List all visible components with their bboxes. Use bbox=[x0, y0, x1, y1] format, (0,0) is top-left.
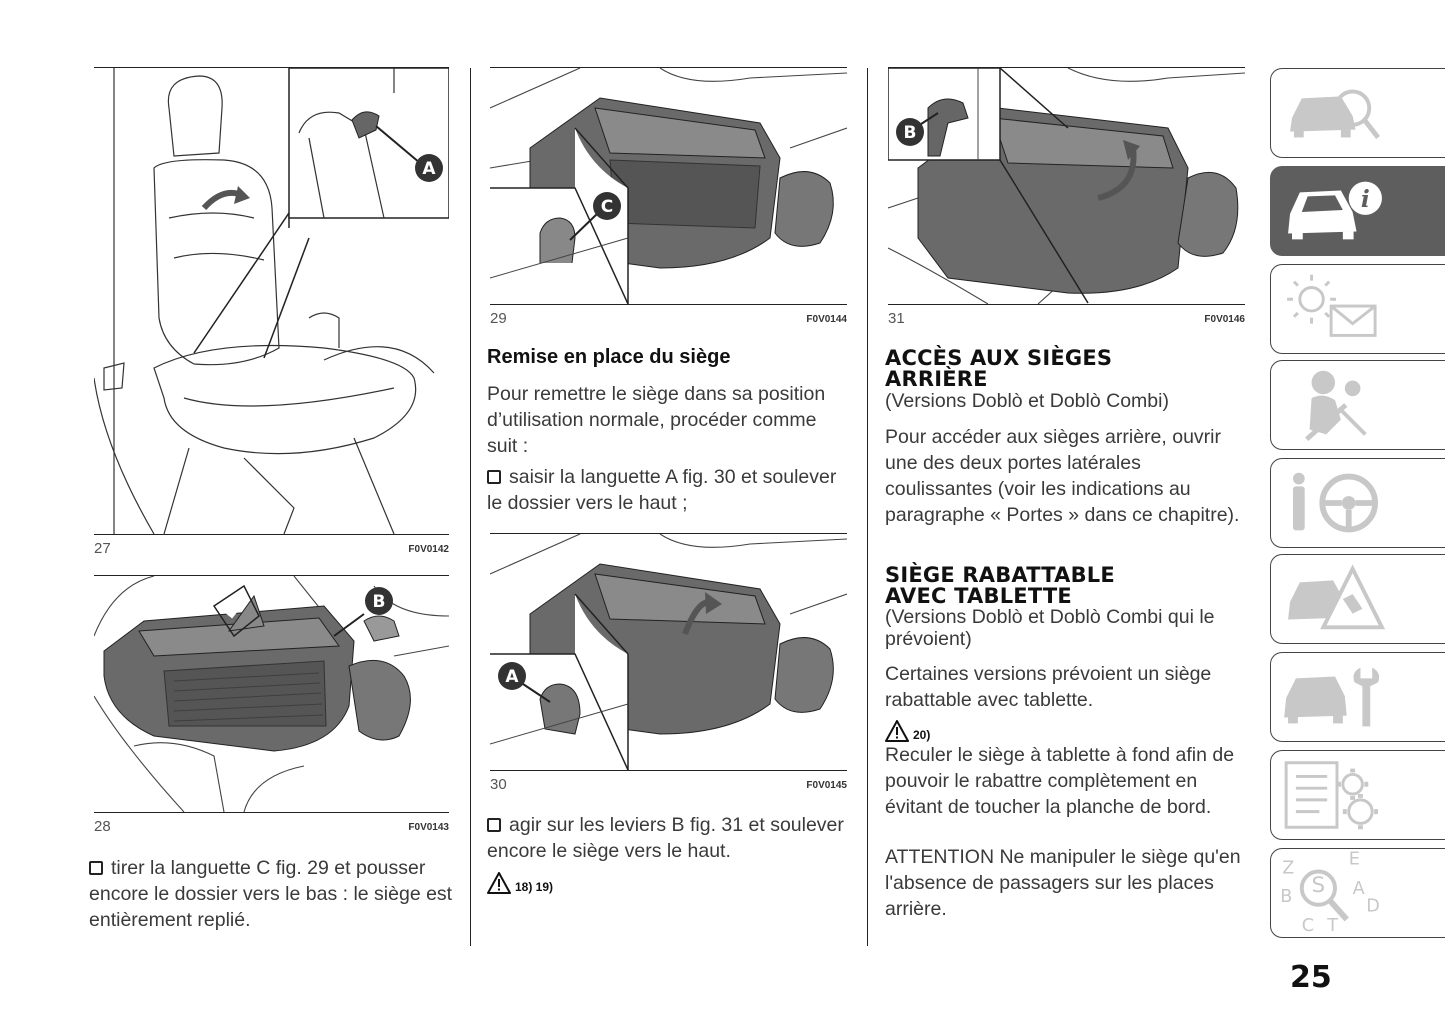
col2-intro: Pour remettre le siège dans sa position d’utilisation normale, procéder comme suit : bbox=[487, 383, 826, 457]
fig30-callout: A bbox=[505, 667, 519, 687]
col2-bullet1-text: saisir la languette A fig. 30 et soulever le dossier vers le haut ; bbox=[487, 466, 837, 514]
col3-warning-body: Reculer le siège à tablette à fond afin de pouvoir le rabattre complètement en évitant de toucher la planche de bord. bbox=[885, 744, 1235, 818]
fig29-callout: C bbox=[600, 197, 614, 217]
col2-warning bbox=[487, 872, 553, 894]
section1-title-line1: ACCÈS AUX SIÈGES bbox=[885, 346, 1113, 370]
section1-title bbox=[885, 348, 1112, 390]
tab-emergency[interactable] bbox=[1270, 554, 1445, 644]
section2-body: Certaines versions prévoient un siège rabattable avec tablette. bbox=[885, 663, 1212, 711]
index-letter: Z bbox=[1282, 858, 1295, 879]
figure-code-30: F0V0145 bbox=[806, 780, 847, 791]
car-search-icon bbox=[1271, 69, 1445, 157]
section1-title-line2: ARRIÈRE bbox=[885, 367, 988, 391]
tab-warning-lights[interactable] bbox=[1270, 264, 1445, 354]
section2-subtitle: (Versions Doblò et Doblò Combi qui le prévoient) bbox=[885, 606, 1215, 650]
checkbox-bullet-icon bbox=[487, 818, 501, 832]
fig30-bottom-rule bbox=[490, 770, 847, 771]
tab-starting-driving[interactable] bbox=[1270, 458, 1445, 548]
airbag-person-icon bbox=[1271, 361, 1445, 449]
col2-warning-refs: 18) 19) bbox=[515, 880, 554, 894]
column-divider-2 bbox=[867, 68, 868, 946]
figure-number-31: 31 bbox=[888, 310, 905, 327]
index-letter: C bbox=[1301, 916, 1315, 937]
col2-bullet2-text: agir sur les leviers B fig. 31 et soulever encore le siège vers le haut. bbox=[487, 814, 844, 862]
page-number: 25 bbox=[1290, 960, 1332, 995]
warning-triangle-icon bbox=[885, 720, 909, 742]
checklist-gears-icon bbox=[1271, 751, 1445, 839]
figure-number-28: 28 bbox=[94, 818, 111, 835]
section1-body: Pour accéder aux sièges arrière, ouvrir une des deux portes latérales coulissantes (voir les indications au paragraphe « Portes » dans ce chapitre). bbox=[885, 426, 1240, 526]
tab-dashboard-info[interactable] bbox=[1270, 166, 1445, 256]
column-divider-1 bbox=[470, 68, 471, 946]
figure-code-29: F0V0144 bbox=[806, 314, 847, 325]
index-letter: E bbox=[1348, 849, 1360, 870]
col2-bullet1-paragraph bbox=[487, 464, 852, 516]
figure-number-30: 30 bbox=[490, 776, 507, 793]
tab-index[interactable] bbox=[1270, 848, 1445, 938]
figure-code-28: F0V0143 bbox=[408, 822, 449, 833]
index-letter: T bbox=[1327, 916, 1338, 937]
fig28-callout: B bbox=[372, 592, 386, 612]
checkbox-bullet-icon bbox=[487, 470, 501, 484]
col1-bullet-paragraph bbox=[89, 855, 454, 933]
figure-30-illustration bbox=[490, 534, 847, 770]
section2-title-line1: SIÈGE RABATTABLE bbox=[885, 563, 1115, 587]
svg-text:i: i bbox=[1360, 185, 1370, 214]
col3-warning bbox=[885, 720, 930, 742]
index-letter: S bbox=[1311, 873, 1326, 899]
fig28-bottom-rule bbox=[94, 812, 449, 813]
index-letter: A bbox=[1352, 878, 1365, 899]
fig31-callout: B bbox=[903, 123, 917, 143]
tab-technical-data[interactable] bbox=[1270, 750, 1445, 840]
index-letter: B bbox=[1280, 886, 1293, 907]
figure-number-29: 29 bbox=[490, 310, 507, 327]
warning-triangle-icon bbox=[487, 872, 511, 894]
figure-28-illustration bbox=[94, 576, 449, 812]
col1-bullet-text: tirer la languette C fig. 29 et pousser encore le dossier vers le bas : le siège est entièrement replié. bbox=[89, 857, 453, 931]
section2-title-line2: AVEC TABLETTE bbox=[885, 584, 1072, 608]
fig27-bottom-rule bbox=[94, 534, 449, 535]
car-hazard-icon bbox=[1271, 555, 1445, 643]
fig29-bottom-rule bbox=[490, 304, 847, 305]
car-info-icon bbox=[1271, 167, 1445, 255]
warning-light-icon bbox=[1271, 265, 1445, 353]
fig31-bottom-rule bbox=[888, 304, 1245, 305]
figure-number-27: 27 bbox=[94, 540, 111, 557]
checkbox-bullet-icon bbox=[89, 861, 103, 875]
tab-maintenance[interactable] bbox=[1270, 652, 1445, 742]
col3-attention: ATTENTION Ne manipuler le siège qu'en l'absence de passagers sur les places arrière. bbox=[885, 846, 1241, 920]
col3-warning-ref: 20) bbox=[913, 728, 931, 742]
index-letter: D bbox=[1366, 896, 1380, 917]
col2-heading: Remise en place du siège bbox=[487, 346, 731, 368]
figure-code-27: F0V0142 bbox=[408, 544, 449, 555]
figure-27-illustration bbox=[94, 68, 449, 534]
figure-code-31: F0V0146 bbox=[1204, 314, 1245, 325]
figure-31-illustration bbox=[888, 68, 1245, 304]
tab-knowing-vehicle[interactable] bbox=[1270, 68, 1445, 158]
key-steering-wheel-icon bbox=[1271, 459, 1445, 547]
section1-subtitle: (Versions Doblò et Doblò Combi) bbox=[885, 390, 1169, 412]
car-wrench-icon bbox=[1271, 653, 1445, 741]
fig27-callout: A bbox=[422, 159, 436, 179]
tab-safety[interactable] bbox=[1270, 360, 1445, 450]
col2-bullet2-paragraph bbox=[487, 812, 852, 864]
index-magnifier-icon bbox=[1271, 849, 1445, 937]
section2-title bbox=[885, 565, 1115, 607]
figure-29-illustration bbox=[490, 68, 847, 304]
